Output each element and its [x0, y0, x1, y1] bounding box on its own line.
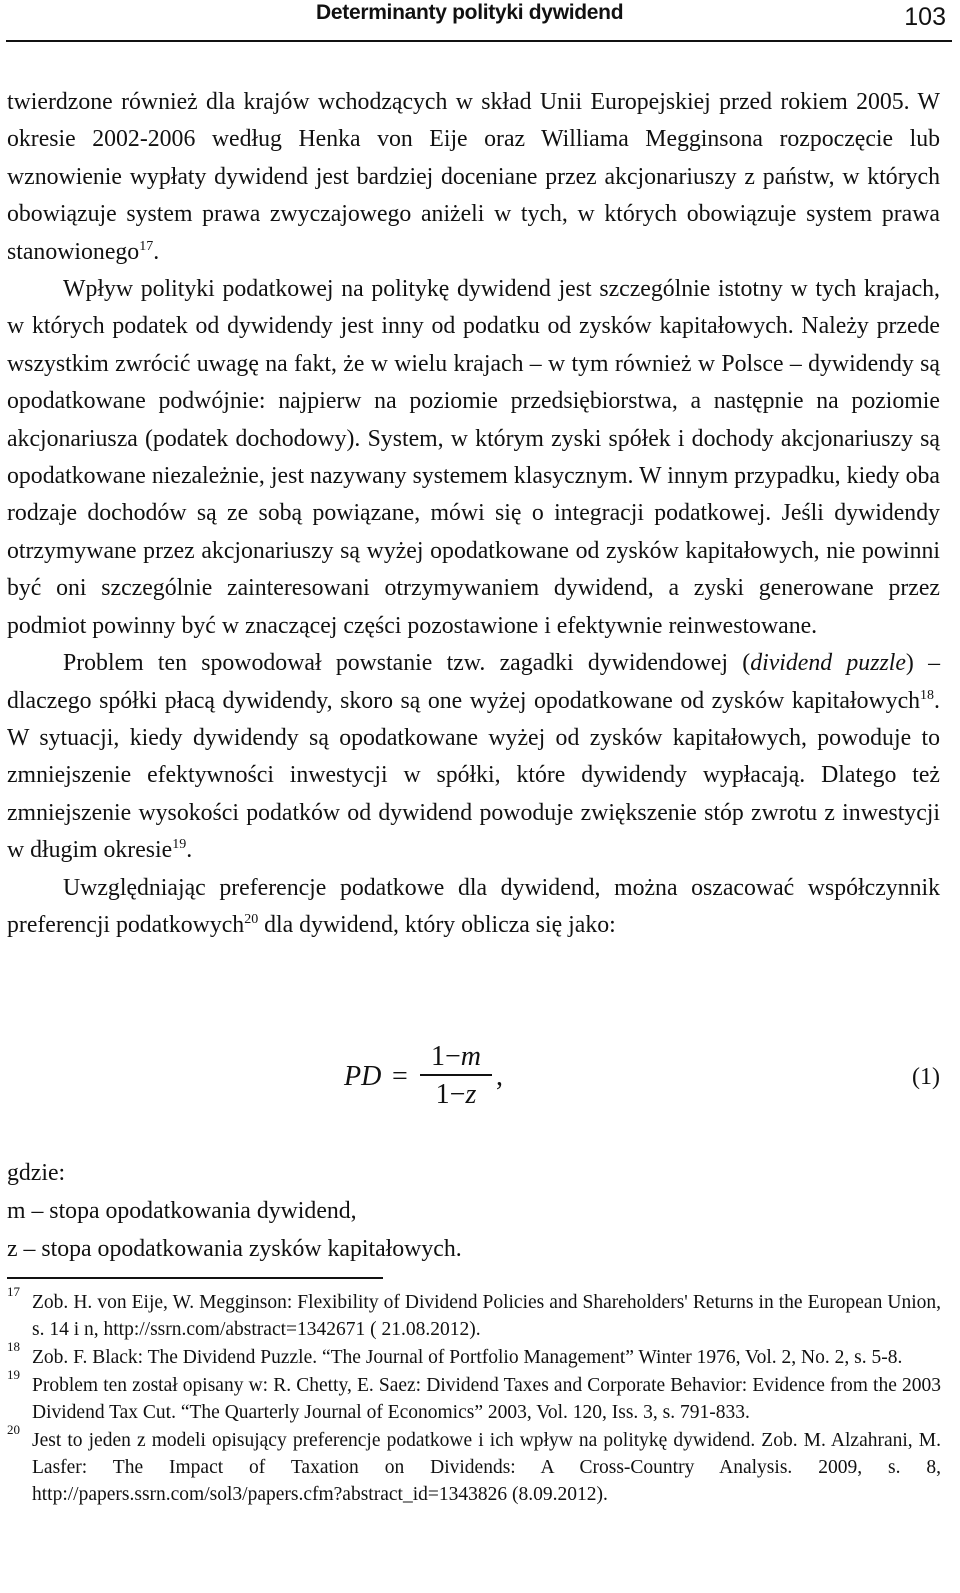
italic-term: dividend puzzle — [750, 650, 906, 677]
footnote-text: Problem ten został opisany w: R. Chetty, E. Saez: Dividend Taxes and Corporate Behavior: Evidence from the 2003 Dividend Tax Cut. “The Quarterly Journal of Economics” 2003, Vol. 120, Iss. 3, s. 791-833. — [32, 1375, 941, 1423]
footnote-ref-19[interactable]: 19 — [172, 837, 187, 853]
footnote-separator — [7, 1277, 383, 1279]
paragraph-text: . W sytuacji, kiedy dywidendy są opodatkowane wyżej od zysków kapitałowych, powoduje to zmniejszenie efektywności inwestycji w spółki, które dywidendy wypłacają. Dlatego też zmniejszenie wysokości podatków od dywidend powoduje zwiększenie stóp zwrotu z inwestycji w długim okresie — [7, 687, 940, 864]
footnote-text: Zob. H. von Eije, W. Megginson: Flexibility of Dividend Policies and Shareholders' Returns in the European Union, s. 14 i n, http://ssrn.com/abstract=1342671 ( 21.08.2012). — [32, 1292, 941, 1340]
footnote-ref-17[interactable]: 17 — [139, 238, 154, 254]
formula-equals: = — [392, 1061, 408, 1092]
formula-lhs: PD — [344, 1061, 382, 1092]
page-number: 103 — [904, 3, 946, 31]
equation-number: (1) — [912, 1064, 940, 1090]
formula-denominator — [418, 1076, 494, 1114]
variable-definitions — [7, 1154, 462, 1268]
equation-1 — [0, 1040, 960, 1120]
footnote-19 — [7, 1367, 941, 1426]
numerator-constant: 1 — [430, 1041, 445, 1072]
page-header — [0, 0, 960, 44]
paragraph-text: Problem ten spowodował powstanie tzw. zagadki dywidendowej ( — [63, 650, 751, 677]
paragraph-text: dla dywidend, który oblicza się jako: — [258, 911, 616, 938]
paragraph-2 — [7, 271, 940, 645]
paragraph-1 — [7, 84, 940, 271]
footnote-number: 18 — [7, 1339, 20, 1354]
paragraph-text: ) – dlaczego spółki płacą dywidendy, skoro są one wyżej opodatkowane od zysków kapitałowych — [7, 650, 940, 714]
running-title: Determinanty polityki dywidend — [316, 1, 624, 24]
footnote-text: Zob. F. Black: The Dividend Puzzle. “The Journal of Portfolio Management” Winter 1976, Vol. 2, No. 2, s. 5-8. — [32, 1347, 903, 1368]
definition-z: z – stopa opodatkowania zysków kapitałowych. — [7, 1236, 462, 1262]
numerator-variable: m — [460, 1041, 482, 1072]
footnote-20 — [7, 1422, 941, 1508]
footnote-number: 17 — [7, 1284, 20, 1299]
paragraph-text: . — [153, 238, 160, 265]
paragraph-text: Wpływ polityki podatkowej na politykę dywidend jest szczególnie istotny w tych krajach, w których podatek od dywidendy jest inny od podatku od zysków kapitałowych. Należy przede wszystkim zwrócić uwagę na fakt, że w wielu krajach – w tym również w Polsce – dywidendy są opodatkowane podwójnie: najpierw na poziomie przedsiębiorstwa, a następnie na poziomie akcjonariusza (podatek dochodowy). System, w którym zyski spółek i dochody akcjonariuszy są opodatkowane niezależnie, jest nazywany systemem klasycznym. W innym przypadku, kiedy oba rodzaje dochodów są ze sobą powiązane, mówi się o integracji podatkowej. Jeśli dywidendy otrzymywane przez akcjonariuszy są wyżej opodatkowane od zysków kapitałowych, nie powinni być oni szczególnie zainteresowani otrzymywaniem dywidend, a zyski generowane przez podmiot powinny być w znaczącej części pozostawione i efektywnie reinwestowane. — [7, 276, 940, 639]
footnote-ref-18[interactable]: 18 — [920, 687, 935, 703]
denominator-constant: 1 — [435, 1079, 450, 1110]
denominator-variable: z — [465, 1079, 477, 1110]
footnote-ref-20[interactable]: 20 — [244, 912, 259, 928]
formula-comma: , — [496, 1061, 503, 1092]
footnote-text: Jest to jeden z modeli opisujący preferencje podatkowe i ich wpływ na politykę dywidend. Zob. M. Alzahrani, M. Lasfer: The Impact of Taxation on Dividends: A Cross-Country Analysis. 2009, s. 8, http://papers.ssrn.com/sol3/papers.cfm?abstract_id=1343826 (8.09.2012). — [32, 1430, 941, 1505]
body-text — [7, 84, 940, 944]
definitions-intro: gdzie: — [7, 1160, 66, 1186]
footnote-18 — [7, 1339, 941, 1371]
footnotes — [7, 1284, 941, 1509]
paragraph-text: Uwzględniając preferencje podatkowe dla dywidend, można oszacować współczynnik preferencji podatkowych — [7, 874, 940, 938]
paragraph-text: . — [186, 837, 193, 864]
paragraph-text: twierdzone również dla krajów wchodzących w skład Unii Europejskiej przed rokiem 2005. W okresie 2002-2006 według Henka von Eije oraz Williama Megginsona rozpoczęcie lub wznowienie wypłaty dywidend jest bardziej doceniane przez akcjonariuszy z państw, w których obowiązuje system prawa zwyczajowego aniżeli w tych, w których obowiązuje system prawa stanowionego — [7, 89, 940, 265]
footnote-17 — [7, 1284, 941, 1343]
definition-m: m – stopa opodatkowania dywidend, — [7, 1198, 357, 1224]
formula-fraction — [418, 1040, 494, 1114]
formula-numerator — [418, 1040, 494, 1074]
denominator-operator: − — [449, 1079, 466, 1110]
footnote-number: 20 — [7, 1422, 20, 1437]
paragraph-3 — [7, 645, 940, 869]
paragraph-4 — [7, 870, 940, 945]
numerator-operator: − — [444, 1041, 461, 1072]
footnote-number: 19 — [7, 1367, 20, 1382]
header-rule — [6, 40, 952, 42]
